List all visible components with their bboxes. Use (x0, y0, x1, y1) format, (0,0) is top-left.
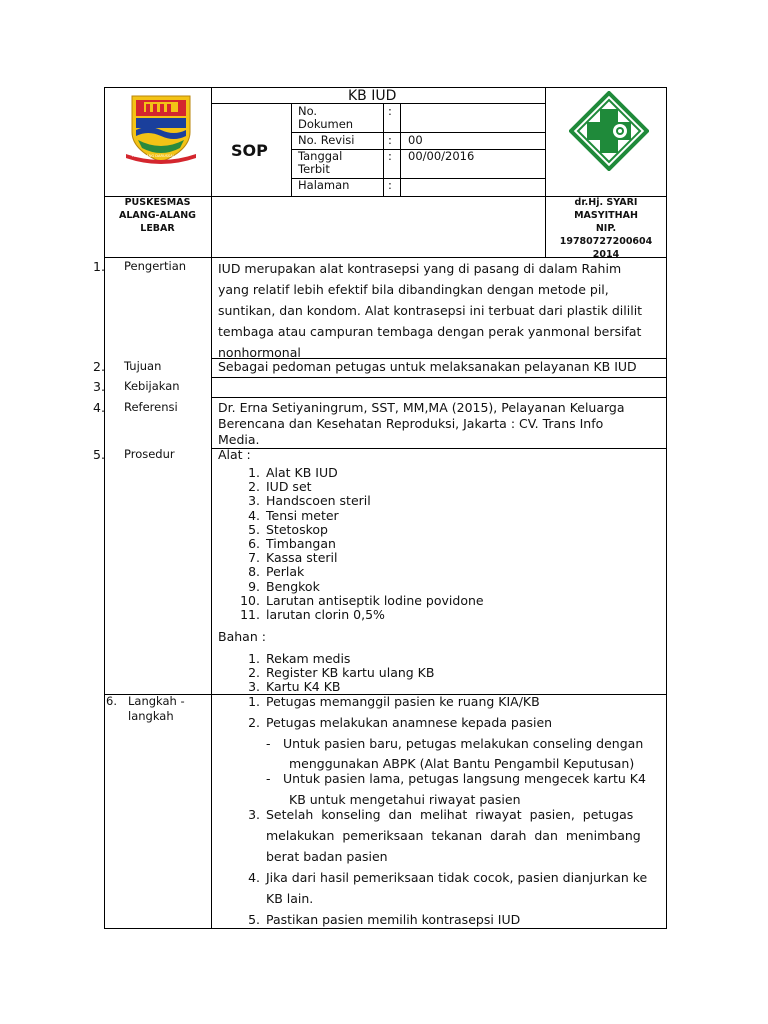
section-number: 2. (93, 359, 105, 374)
section-label-referensi: Referensi (124, 400, 178, 414)
section-number: 5. (93, 447, 105, 462)
organization-name: PUSKESMAS ALANG-ALANG LEBAR (119, 197, 196, 234)
table-border-bottom (104, 928, 667, 929)
section-label-pengertian: Pengertian (124, 259, 187, 273)
bahan-title: Bahan : (218, 629, 266, 644)
alat-title: Alat : (218, 447, 251, 462)
section-label-langkah-2: langkah (128, 709, 174, 723)
meta-colon: : (388, 178, 392, 192)
step-2-sub-1-text: Untuk pasien baru, petugas melakukan conseling dengan (283, 736, 644, 751)
meta-value-no-revisi: 00 (408, 133, 423, 147)
step-2-sub-2-text-2: KB untuk mengetahui riwayat pasien (289, 792, 521, 807)
step-2-sub-1-text-2: menggunakan ABPK (Alat Bantu Pengambil Keputusan) (289, 756, 635, 771)
signer-block: dr.Hj. SYARI MASYITHAH NIP. 19780727200604 2014 (559, 197, 653, 260)
section-label-langkah: Langkah - (128, 694, 185, 708)
palembang-logo (122, 92, 200, 166)
health-cross-icon (569, 91, 649, 171)
meta-value-tanggal-terbit: 00/00/2016 (408, 149, 475, 163)
row-divider (211, 377, 667, 378)
meta-label-halaman: Halaman (298, 178, 350, 192)
section-label-tujuan: Tujuan (124, 359, 162, 373)
section-label-kebijakan: Kebijakan (124, 379, 180, 393)
row-divider (211, 397, 667, 398)
logo-caption: PALEMBANG DARUSSALAM (132, 154, 181, 158)
meta-label-no-dokumen: No. Dokumen (298, 104, 354, 132)
table-border-right (666, 87, 667, 929)
pengertian-text: IUD merupakan alat kontrasepsi yang di pasang di dalam Rahim yang relatif lebih efektif bila dibandingkan dengan metode pil, suntikan, dan kondom. Alat kontrasepsi ini terbuat dari plastik dililit tembaga atau campuran tembaga dengan perak yanmonal bersifat nonhormonal (218, 261, 643, 360)
document-title: KB IUD (348, 88, 397, 104)
row-divider (211, 448, 667, 449)
meta-colon: : (388, 104, 392, 118)
section-number: 4. (93, 400, 105, 415)
step-3-line-3: berat badan pasien (266, 849, 388, 864)
step-2-sub-1: - (266, 736, 271, 751)
header-divider (211, 87, 212, 257)
meta-label-no-revisi: No. Revisi (298, 133, 355, 147)
sop-label: SOP (231, 141, 268, 160)
header-divider (545, 87, 546, 197)
step-2-sub-2-text: Untuk pasien lama, petugas langsung mengecek kartu K4 (283, 771, 646, 786)
section-number: 1. (93, 259, 105, 274)
step-2-sub-2: - (266, 771, 271, 786)
meta-colon: : (388, 133, 392, 147)
puskesmas-logo (569, 91, 649, 171)
referensi-text: Dr. Erna Setiyaningrum, SST, MM,MA (2015), Pelayanan Keluarga Berencana dan Kesehatan Reproduksi, Jakarta : CV. Trans Info Media. (218, 400, 625, 447)
section-label-prosedur: Prosedur (124, 447, 175, 461)
step-3-line-2: melakukan pemeriksaan tekanan darah dan menimbang (266, 828, 641, 843)
section-number: 3. (93, 379, 105, 394)
meta-label-tanggal-terbit: Tanggal Terbit (298, 149, 343, 177)
step-4-line-2: KB lain. (266, 891, 314, 906)
section-number: 6. (106, 694, 117, 708)
meta-colon: : (388, 149, 392, 163)
tujuan-text: Sebagai pedoman petugas untuk melaksanakan pelayanan KB IUD (218, 359, 637, 374)
